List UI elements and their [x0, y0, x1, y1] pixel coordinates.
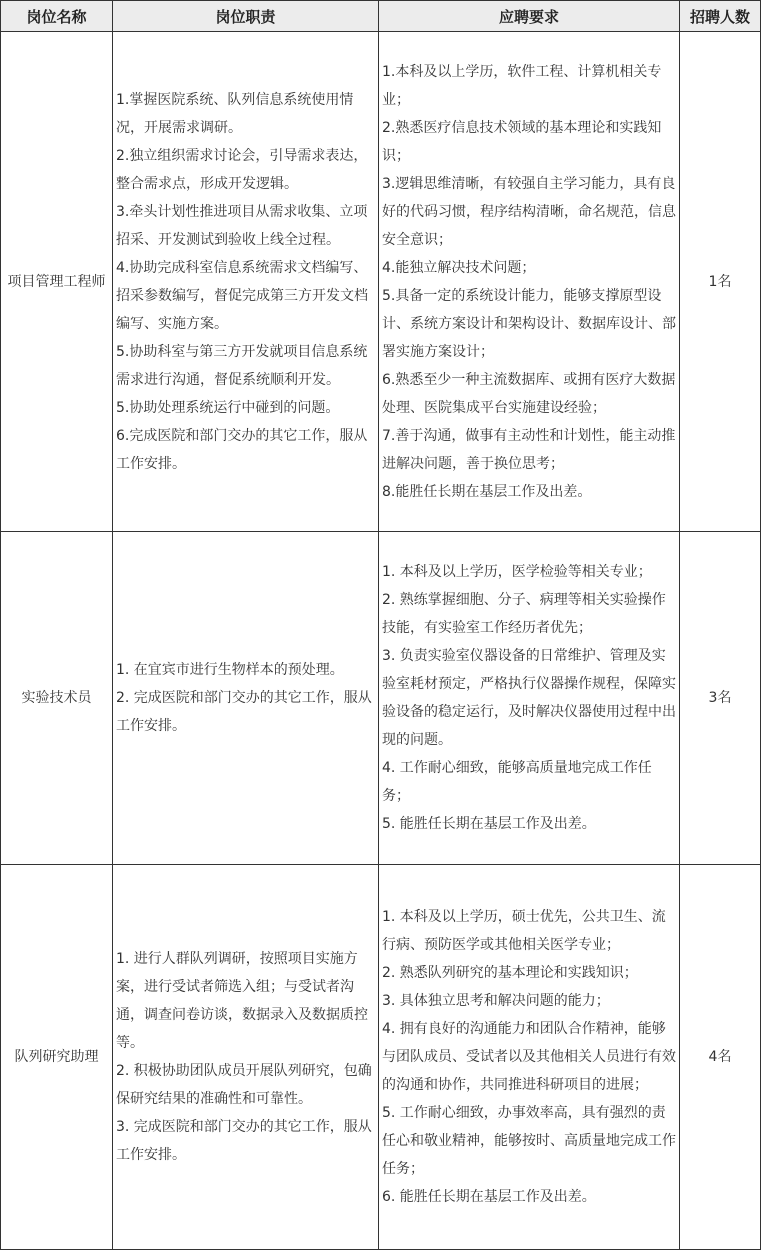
header-requirements: 应聘要求 [379, 1, 680, 32]
requirement-item: 6.熟悉至少一种主流数据库、或拥有医疗大数据处理、医院集成平台实施建设经验； [382, 371, 676, 416]
requirement-item: 4.能独立解决技术问题； [382, 259, 536, 276]
header-duties: 岗位职责 [113, 1, 379, 32]
table-row [1, 865, 761, 1250]
duty-item: 5.协助科室与第三方开发就项目信息系统需求进行沟通，督促系统顺利开发。 [116, 343, 368, 388]
requirement-item: 6. 能胜任长期在基层工作及出差。 [382, 1189, 596, 1205]
requirement-item: 3.逻辑思维清晰，有较强自主学习能力，具有良好的代码习惯，程序结构清晰，命名规范，信息安全意识； [382, 175, 676, 248]
requirement-item: 3. 具体独立思考和解决问题的能力； [382, 993, 610, 1009]
position-name: 项目管理工程师 [1, 32, 113, 532]
position-name: 队列研究助理 [1, 865, 113, 1250]
position-name: 实验技术员 [1, 532, 113, 865]
headcount: 1名 [680, 32, 761, 532]
header-row [1, 1, 761, 32]
duty-item: 2. 积极协助团队成员开展队列研究，包确保研究结果的准确性和可靠性。 [116, 1063, 372, 1107]
duty-item: 4.协助完成科室信息系统需求文档编写、招采参数编写，督促完成第三方开发文档编写、实施方案。 [116, 259, 368, 332]
duty-item: 5.协助处理系统运行中碰到的问题。 [116, 399, 340, 416]
requirements-cell [379, 532, 680, 865]
requirements-cell [379, 32, 680, 532]
headcount: 4名 [680, 865, 761, 1250]
requirement-item: 8.能胜任长期在基层工作及出差。 [382, 483, 592, 500]
duties-cell [113, 865, 379, 1250]
duty-item: 1.掌握医院系统、队列信息系统使用情况，开展需求调研。 [116, 91, 354, 136]
requirement-item: 5. 工作耐心细致，办事效率高，具有强烈的责任心和敬业精神，能够按时、高质量地完成工作任务； [382, 1105, 676, 1177]
duty-item: 6.完成医院和部门交办的其它工作，服从工作安排。 [116, 427, 368, 472]
requirement-item: 4. 工作耐心细致，能够高质量地完成工作任务； [382, 760, 652, 804]
duties-cell [113, 532, 379, 865]
requirement-item: 7.善于沟通，做事有主动性和计划性，能主动推进解决问题，善于换位思考； [382, 427, 676, 472]
duty-item: 1. 在宜宾市进行生物样本的预处理。 [116, 662, 344, 678]
table-row [1, 32, 761, 532]
headcount: 3名 [680, 532, 761, 865]
duties-cell [113, 32, 379, 532]
duty-item: 1. 进行人群队列调研，按照项目实施方案，进行受试者筛选入组；与受试者沟通，调查问卷访谈，数据录入及数据质控等。 [116, 951, 368, 1051]
requirement-item: 5. 能胜任长期在基层工作及出差。 [382, 816, 596, 832]
requirement-item: 1. 本科及以上学历，硕士优先，公共卫生、流行病、预防医学或其他相关医学专业； [382, 909, 666, 953]
requirement-item: 1. 本科及以上学历，医学检验等相关专业； [382, 564, 652, 580]
requirement-item: 2.熟悉医疗信息技术领域的基本理论和实践知识； [382, 119, 662, 164]
requirement-item: 2. 熟练掌握细胞、分子、病理等相关实验操作技能，有实验室工作经历者优先； [382, 592, 666, 636]
duty-item: 2. 完成医院和部门交办的其它工作，服从工作安排。 [116, 690, 372, 734]
duty-item: 3.牵头计划性推进项目从需求收集、立项招采、开发测试到验收上线全过程。 [116, 203, 368, 248]
requirement-item: 5.具备一定的系统设计能力，能够支撑原型设计、系统方案设计和架构设计、数据库设计、部署实施方案设计； [382, 287, 676, 360]
requirement-item: 2. 熟悉队列研究的基本理论和实践知识； [382, 965, 638, 981]
table-row [1, 532, 761, 865]
duty-item: 3. 完成医院和部门交办的其它工作，服从工作安排。 [116, 1119, 372, 1163]
requirements-cell [379, 865, 680, 1250]
requirement-item: 1.本科及以上学历，软件工程、计算机相关专业； [382, 63, 662, 108]
header-position-name: 岗位名称 [1, 1, 113, 32]
header-headcount: 招聘人数 [680, 1, 761, 32]
requirement-item: 4. 拥有良好的沟通能力和团队合作精神，能够与团队成员、受试者以及其他相关人员进行有效的沟通和协作，共同推进科研项目的进展； [382, 1021, 676, 1093]
requirement-item: 3. 负责实验室仪器设备的日常维护、管理及实验室耗材预定，严格执行仪器操作规程，保障实验设备的稳定运行，及时解决仪器使用过程中出现的问题。 [382, 648, 676, 748]
duty-item: 2.独立组织需求讨论会，引导需求表达，整合需求点，形成开发逻辑。 [116, 147, 368, 192]
